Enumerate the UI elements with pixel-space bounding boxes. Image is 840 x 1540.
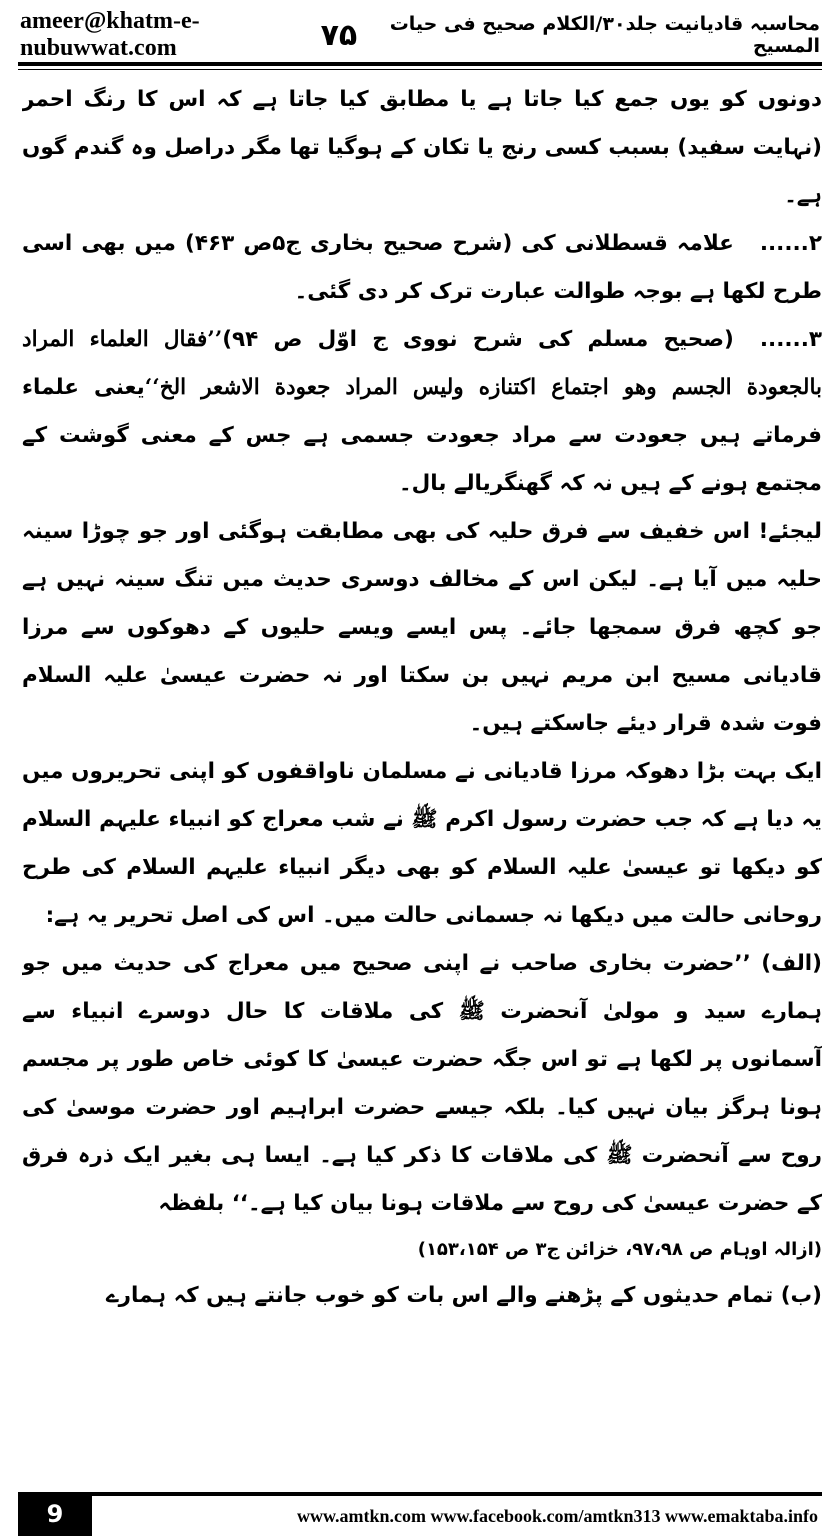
paragraph: ایک بہت بڑا دھوکہ مرزا قادیانی نے مسلمان ناواقفوں کو اپنی تحریروں میں یہ دیا ہے کہ جب حضرت رسول اکرم ﷺ نے شب معراج کو انبیاء علیہم السلام کو دیکھا تو عیسیٰ علیہ السلام کو بھی دیگر انبیاء علیہم السلام کی طرح روحانی حالت میں دیکھا نہ جسمانی حالت میں۔ اس کی اصل تحریر یہ ہے: [22,759,822,928]
citation: (ازالہ اوہام ص ۹۷،۹۸، خزائن ج۳ ص ۱۵۳،۱۵۴) [417,1239,822,1260]
footer-links: www.amtkn.com www.facebook.com/amtkn313 www.emaktaba.info [92,1492,822,1536]
page-body [22,76,822,1478]
item-number: ۲...... [759,231,822,256]
paragraph: (الف) ’’حضرت بخاری صاحب نے اپنی صحیح میں معراج کی حدیث میں جو ہمارے سید و مولیٰ آنحضرت ﷺ کی ملاقات کا حال دوسرے انبیاء سے آسمانوں پر لکھا ہے تو اس جگہ حضرت عیسیٰ کا کوئی خاص طور پر مجسم ہونا ہرگز بیان نہیں کیا۔ بلکہ جیسے حضرت ابراہیم اور حضرت موسیٰ کی روح سے آنحضرت ﷺ کی ملاقات کا ذکر کیا ہے۔ ایسا ہی بغیر ایک ذرہ فرق کے حضرت عیسیٰ کی روح سے ملاقات ہونا بیان کیا ہے۔‘‘ بلفظہ [22,951,822,1216]
header-page-number: ۷۵ [320,17,358,53]
paragraph: دونوں کو یوں جمع کیا جاتا ہے یا مطابق کیا جاتا ہے کہ اس کا رنگ احمر (نہایت سفید) بسبب کسی رنج یا تکان کے ہوگیا تھا مگر دراصل وہ گندم گوں ہے۔ [22,87,822,208]
paragraph: (ب) تمام حدیثوں کے پڑھنے والے اس بات کو خوب جانتے ہیں کہ ہمارے [106,1283,822,1308]
footer-page-number: 9 [18,1492,92,1536]
header-title: محاسبہ قادیانیت جلد۳۰/الکلام صحیح فی حیات المسیح [389,13,820,57]
paragraph: لیجئے! اس خفیف سے فرق حلیہ کی بھی مطابقت ہوگئی اور جو چوڑا سینہ حلیہ میں آیا ہے۔ لیکن اس کے مخالف دوسری حدیث میں تنگ سینہ نہیں ہے جو کچھ فرق سمجھا جائے۔ پس ایسے ویسے حلیوں کے دھوکوں سے مرزا قادیانی مسیح ابن مریم نہیں بن سکتا اور نہ حضرت عیسیٰ علیہ السلام فوت شدہ قرار دیئے جاسکتے ہیں۔ [22,519,822,736]
header-title-group [321,13,820,57]
header-email: ameer@khatm-e-nubuwwat.com [20,8,200,61]
page-footer [18,1492,822,1536]
paragraph: ۲......علامہ قسطلانی کی (شرح صحیح بخاری ج۵ص ۴۶۳) میں بھی اسی طرح لکھا ہے بوجہ طوالت عبارت ترک کر دی گئی۔ [22,231,822,304]
arabic-quote: ’’فقال العلماء المراد بالجعودة الجسم وهو اجتماع اكتنازه وليس المراد جعودة الاشعر الخ‘‘ [22,327,822,400]
header-rule-thick [18,62,822,66]
page-header [20,8,820,61]
paragraph: ۳......(صحیح مسلم کی شرح نووی ج اوّل ص ۹۴)’’فقال العلماء المراد بالجعودة الجسم وهو اجتماع اكتنازه وليس المراد جعودة الاشعر الخ‘‘یعنی علماء فرماتے ہیں جعودت سے مراد جعودت جسمی ہے جس کے معنی گوشت کے مجتمع ہونے کے ہیں نہ کہ گھنگریالے بال۔ [22,327,822,496]
item-number: ۳...... [759,327,822,352]
header-rule-thin [18,69,822,70]
reference-lead: (صحیح مسلم کی شرح نووی ج اوّل ص ۹۴) [222,327,734,352]
